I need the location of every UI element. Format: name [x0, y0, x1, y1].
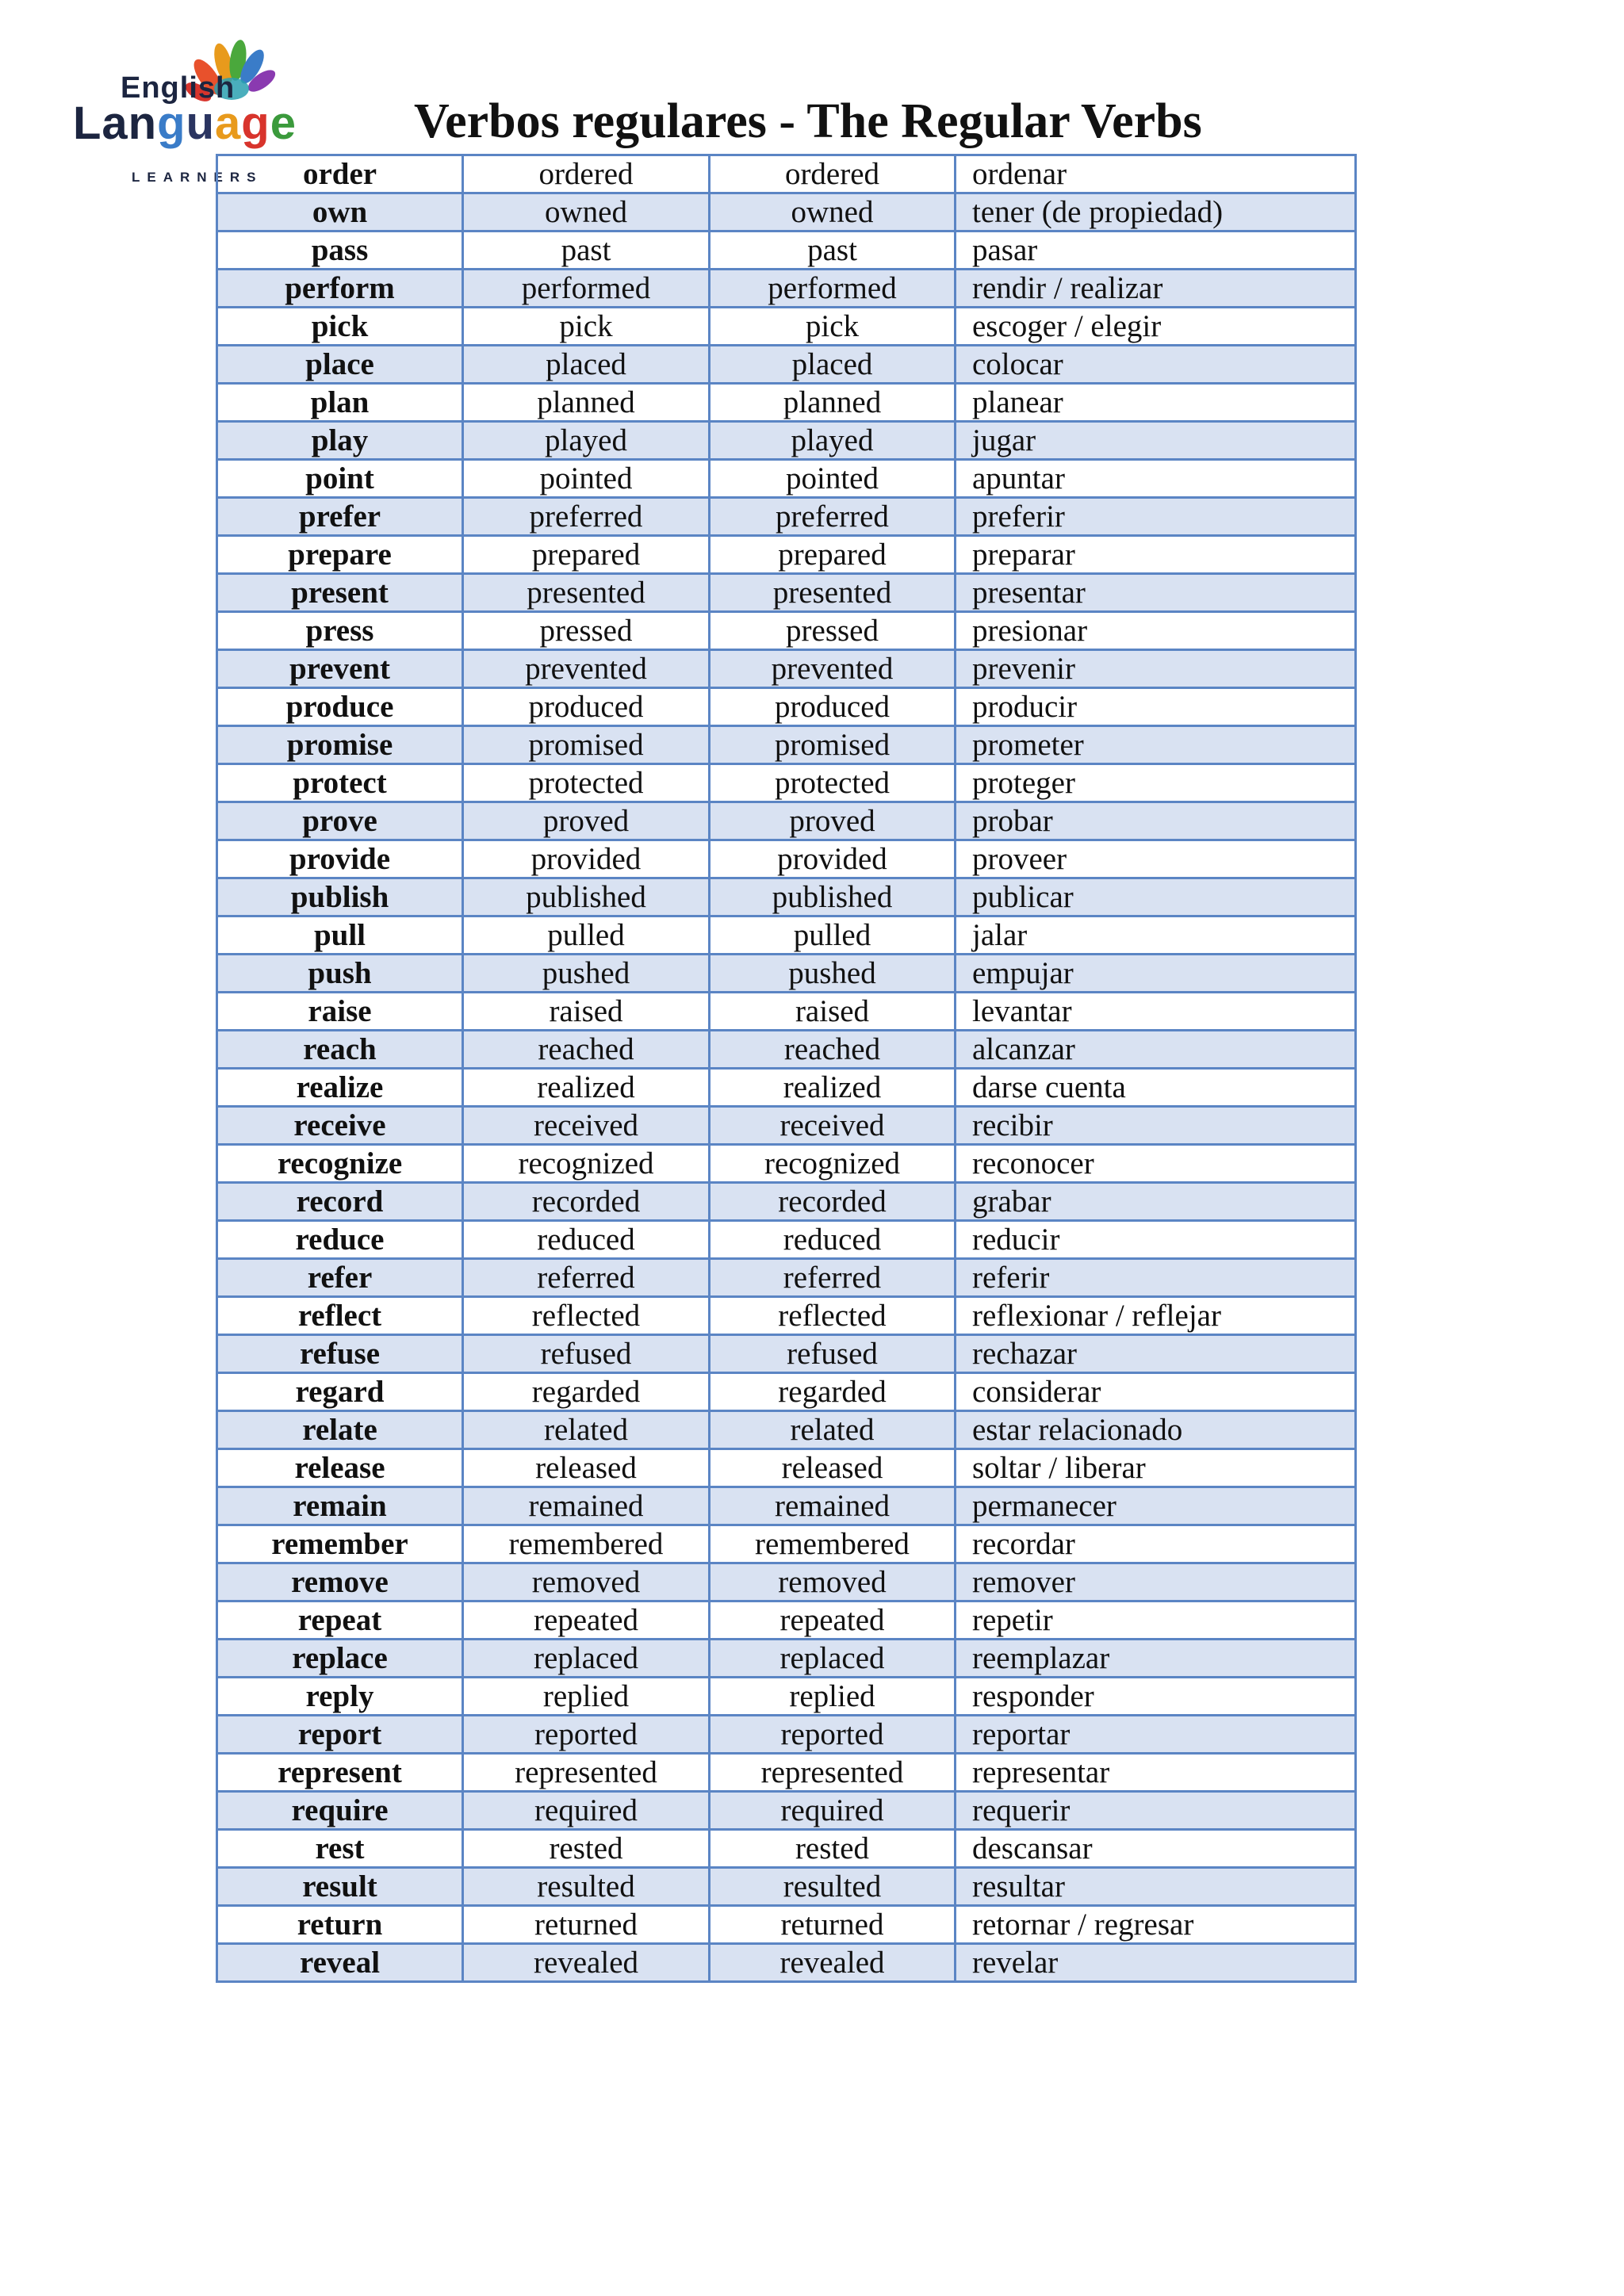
verb-past-tense: required: [463, 1792, 710, 1830]
verb-past-participle: realized: [710, 1069, 956, 1107]
regular-verbs-table: [216, 154, 1357, 1983]
verb-past-tense: played: [463, 422, 710, 460]
verb-past-participle: refused: [710, 1335, 956, 1373]
verb-base-form: pull: [217, 916, 463, 955]
verb-past-participle: promised: [710, 726, 956, 764]
table-row: [217, 1031, 1356, 1069]
table-row: [217, 460, 1356, 498]
verb-base-form: represent: [217, 1754, 463, 1792]
verb-spanish-translation: retornar / regresar: [956, 1906, 1356, 1944]
logo-text-language: Language: [73, 98, 297, 149]
verb-past-tense: remained: [463, 1487, 710, 1525]
verb-past-tense: released: [463, 1449, 710, 1487]
verb-spanish-translation: probar: [956, 802, 1356, 840]
table-row: [217, 1640, 1356, 1678]
verb-past-participle: raised: [710, 993, 956, 1031]
verb-past-tense: removed: [463, 1563, 710, 1601]
table-row: [217, 232, 1356, 270]
verb-spanish-translation: grabar: [956, 1183, 1356, 1221]
verb-past-tense: past: [463, 232, 710, 270]
verb-base-form: order: [217, 155, 463, 193]
verb-past-tense: proved: [463, 802, 710, 840]
table-row: [217, 1716, 1356, 1754]
verb-base-form: pick: [217, 308, 463, 346]
verb-spanish-translation: presionar: [956, 612, 1356, 650]
verb-past-tense: revealed: [463, 1944, 710, 1982]
verb-past-participle: proved: [710, 802, 956, 840]
verb-past-participle: recorded: [710, 1183, 956, 1221]
table-row: [217, 1792, 1356, 1830]
verb-past-tense: pointed: [463, 460, 710, 498]
verb-base-form: recognize: [217, 1145, 463, 1183]
verb-past-tense: preferred: [463, 498, 710, 536]
table-row: [217, 993, 1356, 1031]
verb-past-tense: replied: [463, 1678, 710, 1716]
page-title: Verbos regulares - The Regular Verbs: [414, 94, 1202, 148]
table-row: [217, 1525, 1356, 1563]
verb-spanish-translation: prevenir: [956, 650, 1356, 688]
verb-past-participle: protected: [710, 764, 956, 802]
table-row: [217, 574, 1356, 612]
table-row: [217, 764, 1356, 802]
verb-base-form: point: [217, 460, 463, 498]
verb-past-participle: pick: [710, 308, 956, 346]
table-row: [217, 688, 1356, 726]
verb-spanish-translation: levantar: [956, 993, 1356, 1031]
table-row: [217, 1563, 1356, 1601]
verb-spanish-translation: apuntar: [956, 460, 1356, 498]
verb-base-form: promise: [217, 726, 463, 764]
table-row: [217, 536, 1356, 574]
verb-spanish-translation: reducir: [956, 1221, 1356, 1259]
verb-past-participle: replied: [710, 1678, 956, 1716]
verb-past-participle: owned: [710, 193, 956, 232]
verb-base-form: own: [217, 193, 463, 232]
verb-past-participle: replaced: [710, 1640, 956, 1678]
verb-spanish-translation: remover: [956, 1563, 1356, 1601]
verb-past-participle: remembered: [710, 1525, 956, 1563]
verb-base-form: prefer: [217, 498, 463, 536]
verb-spanish-translation: presentar: [956, 574, 1356, 612]
verb-base-form: remove: [217, 1563, 463, 1601]
verb-past-participle: prevented: [710, 650, 956, 688]
verb-past-tense: pulled: [463, 916, 710, 955]
verb-base-form: provide: [217, 840, 463, 878]
verb-spanish-translation: preferir: [956, 498, 1356, 536]
verb-base-form: refer: [217, 1259, 463, 1297]
table-row: [217, 1411, 1356, 1449]
table-row: [217, 1069, 1356, 1107]
verb-base-form: publish: [217, 878, 463, 916]
verb-past-participle: repeated: [710, 1601, 956, 1640]
table-row: [217, 270, 1356, 308]
table-row: [217, 1906, 1356, 1944]
verb-base-form: prepare: [217, 536, 463, 574]
verb-spanish-translation: planear: [956, 384, 1356, 422]
verb-past-tense: received: [463, 1107, 710, 1145]
verb-base-form: reveal: [217, 1944, 463, 1982]
verb-spanish-translation: preparar: [956, 536, 1356, 574]
verb-base-form: reflect: [217, 1297, 463, 1335]
verb-base-form: require: [217, 1792, 463, 1830]
verb-past-tense: owned: [463, 193, 710, 232]
verb-past-participle: remained: [710, 1487, 956, 1525]
verb-spanish-translation: jugar: [956, 422, 1356, 460]
verb-spanish-translation: revelar: [956, 1944, 1356, 1982]
table-row: [217, 1259, 1356, 1297]
verb-past-tense: reached: [463, 1031, 710, 1069]
verb-spanish-translation: reportar: [956, 1716, 1356, 1754]
verb-past-participle: revealed: [710, 1944, 956, 1982]
verb-past-tense: raised: [463, 993, 710, 1031]
verb-past-tense: realized: [463, 1069, 710, 1107]
verb-past-tense: refused: [463, 1335, 710, 1373]
table-row: [217, 1107, 1356, 1145]
verb-past-participle: recognized: [710, 1145, 956, 1183]
verb-past-participle: related: [710, 1411, 956, 1449]
verb-past-participle: pressed: [710, 612, 956, 650]
verb-table-body: [217, 155, 1356, 1982]
verb-spanish-translation: soltar / liberar: [956, 1449, 1356, 1487]
verb-base-form: realize: [217, 1069, 463, 1107]
table-row: [217, 1449, 1356, 1487]
verb-past-participle: produced: [710, 688, 956, 726]
verb-spanish-translation: permanecer: [956, 1487, 1356, 1525]
verb-base-form: remain: [217, 1487, 463, 1525]
verb-past-tense: repeated: [463, 1601, 710, 1640]
verb-past-participle: planned: [710, 384, 956, 422]
verb-past-tense: pressed: [463, 612, 710, 650]
verb-past-participle: returned: [710, 1906, 956, 1944]
verb-past-participle: played: [710, 422, 956, 460]
verb-past-tense: regarded: [463, 1373, 710, 1411]
verb-past-tense: planned: [463, 384, 710, 422]
verb-past-participle: reduced: [710, 1221, 956, 1259]
verb-base-form: receive: [217, 1107, 463, 1145]
verb-base-form: report: [217, 1716, 463, 1754]
logo-text-learners: LEARNERS: [132, 170, 263, 185]
table-row: [217, 650, 1356, 688]
verb-spanish-translation: representar: [956, 1754, 1356, 1792]
verb-spanish-translation: tener (de propiedad): [956, 193, 1356, 232]
verb-spanish-translation: pasar: [956, 232, 1356, 270]
verb-past-participle: placed: [710, 346, 956, 384]
table-row: [217, 1487, 1356, 1525]
verb-spanish-translation: estar relacionado: [956, 1411, 1356, 1449]
verb-past-participle: provided: [710, 840, 956, 878]
verb-base-form: press: [217, 612, 463, 650]
verb-base-form: relate: [217, 1411, 463, 1449]
verb-past-tense: recognized: [463, 1145, 710, 1183]
verb-past-tense: recorded: [463, 1183, 710, 1221]
verb-spanish-translation: darse cuenta: [956, 1069, 1356, 1107]
logo-text-english: English: [121, 71, 236, 105]
verb-spanish-translation: ordenar: [956, 155, 1356, 193]
verb-spanish-translation: recordar: [956, 1525, 1356, 1563]
verb-past-tense: resulted: [463, 1868, 710, 1906]
verb-base-form: produce: [217, 688, 463, 726]
table-row: [217, 1335, 1356, 1373]
verb-base-form: protect: [217, 764, 463, 802]
verb-base-form: play: [217, 422, 463, 460]
verb-spanish-translation: reflexionar / reflejar: [956, 1297, 1356, 1335]
verb-base-form: push: [217, 955, 463, 993]
verb-spanish-translation: referir: [956, 1259, 1356, 1297]
verb-past-participle: ordered: [710, 155, 956, 193]
verb-base-form: prevent: [217, 650, 463, 688]
verb-past-participle: represented: [710, 1754, 956, 1792]
verb-base-form: replace: [217, 1640, 463, 1678]
verb-spanish-translation: empujar: [956, 955, 1356, 993]
verb-spanish-translation: proveer: [956, 840, 1356, 878]
verb-past-participle: released: [710, 1449, 956, 1487]
table-row: [217, 1145, 1356, 1183]
verb-spanish-translation: resultar: [956, 1868, 1356, 1906]
verb-past-participle: reflected: [710, 1297, 956, 1335]
table-row: [217, 193, 1356, 232]
table-row: [217, 1373, 1356, 1411]
verb-past-participle: pointed: [710, 460, 956, 498]
verb-spanish-translation: reemplazar: [956, 1640, 1356, 1678]
table-row: [217, 1868, 1356, 1906]
verb-base-form: record: [217, 1183, 463, 1221]
table-row: [217, 498, 1356, 536]
verb-past-tense: remembered: [463, 1525, 710, 1563]
verb-base-form: pass: [217, 232, 463, 270]
verb-past-tense: referred: [463, 1259, 710, 1297]
verb-past-tense: returned: [463, 1906, 710, 1944]
verb-spanish-translation: descansar: [956, 1830, 1356, 1868]
verb-spanish-translation: publicar: [956, 878, 1356, 916]
verb-spanish-translation: rendir / realizar: [956, 270, 1356, 308]
verb-past-participle: published: [710, 878, 956, 916]
verb-past-participle: rested: [710, 1830, 956, 1868]
verb-past-tense: reflected: [463, 1297, 710, 1335]
verb-spanish-translation: repetir: [956, 1601, 1356, 1640]
verb-past-participle: reported: [710, 1716, 956, 1754]
verb-past-tense: produced: [463, 688, 710, 726]
table-row: [217, 916, 1356, 955]
verb-base-form: rest: [217, 1830, 463, 1868]
verb-past-tense: prepared: [463, 536, 710, 574]
verb-spanish-translation: recibir: [956, 1107, 1356, 1145]
table-row: [217, 955, 1356, 993]
verb-base-form: refuse: [217, 1335, 463, 1373]
verb-base-form: raise: [217, 993, 463, 1031]
verb-past-participle: pulled: [710, 916, 956, 955]
verb-base-form: present: [217, 574, 463, 612]
table-row: [217, 384, 1356, 422]
verb-base-form: regard: [217, 1373, 463, 1411]
verb-past-participle: required: [710, 1792, 956, 1830]
table-row: [217, 1830, 1356, 1868]
verb-past-tense: presented: [463, 574, 710, 612]
verb-spanish-translation: responder: [956, 1678, 1356, 1716]
verb-base-form: result: [217, 1868, 463, 1906]
verb-spanish-translation: colocar: [956, 346, 1356, 384]
table-row: [217, 726, 1356, 764]
verb-past-tense: replaced: [463, 1640, 710, 1678]
verb-past-participle: removed: [710, 1563, 956, 1601]
verb-spanish-translation: rechazar: [956, 1335, 1356, 1373]
verb-past-tense: represented: [463, 1754, 710, 1792]
verb-spanish-translation: requerir: [956, 1792, 1356, 1830]
table-row: [217, 612, 1356, 650]
verb-past-tense: promised: [463, 726, 710, 764]
verb-past-tense: performed: [463, 270, 710, 308]
verb-past-tense: placed: [463, 346, 710, 384]
verb-base-form: reach: [217, 1031, 463, 1069]
verb-spanish-translation: escoger / elegir: [956, 308, 1356, 346]
table-row: [217, 1183, 1356, 1221]
verb-past-tense: prevented: [463, 650, 710, 688]
verb-spanish-translation: considerar: [956, 1373, 1356, 1411]
verb-spanish-translation: alcanzar: [956, 1031, 1356, 1069]
verb-base-form: plan: [217, 384, 463, 422]
verb-past-participle: performed: [710, 270, 956, 308]
verb-past-tense: pick: [463, 308, 710, 346]
verb-past-tense: related: [463, 1411, 710, 1449]
verb-past-tense: reduced: [463, 1221, 710, 1259]
verb-spanish-translation: producir: [956, 688, 1356, 726]
table-row: [217, 1221, 1356, 1259]
verb-past-tense: reported: [463, 1716, 710, 1754]
verb-past-tense: pushed: [463, 955, 710, 993]
table-row: [217, 1754, 1356, 1792]
verb-base-form: release: [217, 1449, 463, 1487]
verb-base-form: repeat: [217, 1601, 463, 1640]
verb-past-participle: regarded: [710, 1373, 956, 1411]
table-row: [217, 155, 1356, 193]
verb-base-form: reply: [217, 1678, 463, 1716]
verb-base-form: prove: [217, 802, 463, 840]
verb-past-tense: published: [463, 878, 710, 916]
table-row: [217, 1297, 1356, 1335]
verb-past-tense: ordered: [463, 155, 710, 193]
verb-base-form: return: [217, 1906, 463, 1944]
verb-base-form: place: [217, 346, 463, 384]
verb-base-form: reduce: [217, 1221, 463, 1259]
verb-spanish-translation: proteger: [956, 764, 1356, 802]
verb-past-participle: reached: [710, 1031, 956, 1069]
verb-past-participle: resulted: [710, 1868, 956, 1906]
table-row: [217, 308, 1356, 346]
table-row: [217, 802, 1356, 840]
verb-past-participle: presented: [710, 574, 956, 612]
verb-spanish-translation: reconocer: [956, 1145, 1356, 1183]
table-row: [217, 840, 1356, 878]
verb-past-participle: prepared: [710, 536, 956, 574]
verb-base-form: remember: [217, 1525, 463, 1563]
verb-past-tense: rested: [463, 1830, 710, 1868]
logo: [73, 33, 297, 185]
verb-spanish-translation: jalar: [956, 916, 1356, 955]
table-row: [217, 878, 1356, 916]
table-row: [217, 1678, 1356, 1716]
verb-base-form: perform: [217, 270, 463, 308]
table-row: [217, 346, 1356, 384]
verb-past-participle: past: [710, 232, 956, 270]
table-row: [217, 1944, 1356, 1982]
verb-past-tense: protected: [463, 764, 710, 802]
verb-past-participle: preferred: [710, 498, 956, 536]
verb-past-participle: pushed: [710, 955, 956, 993]
verb-past-participle: referred: [710, 1259, 956, 1297]
verb-past-participle: received: [710, 1107, 956, 1145]
table-row: [217, 422, 1356, 460]
verb-past-tense: provided: [463, 840, 710, 878]
verb-spanish-translation: prometer: [956, 726, 1356, 764]
table-row: [217, 1601, 1356, 1640]
